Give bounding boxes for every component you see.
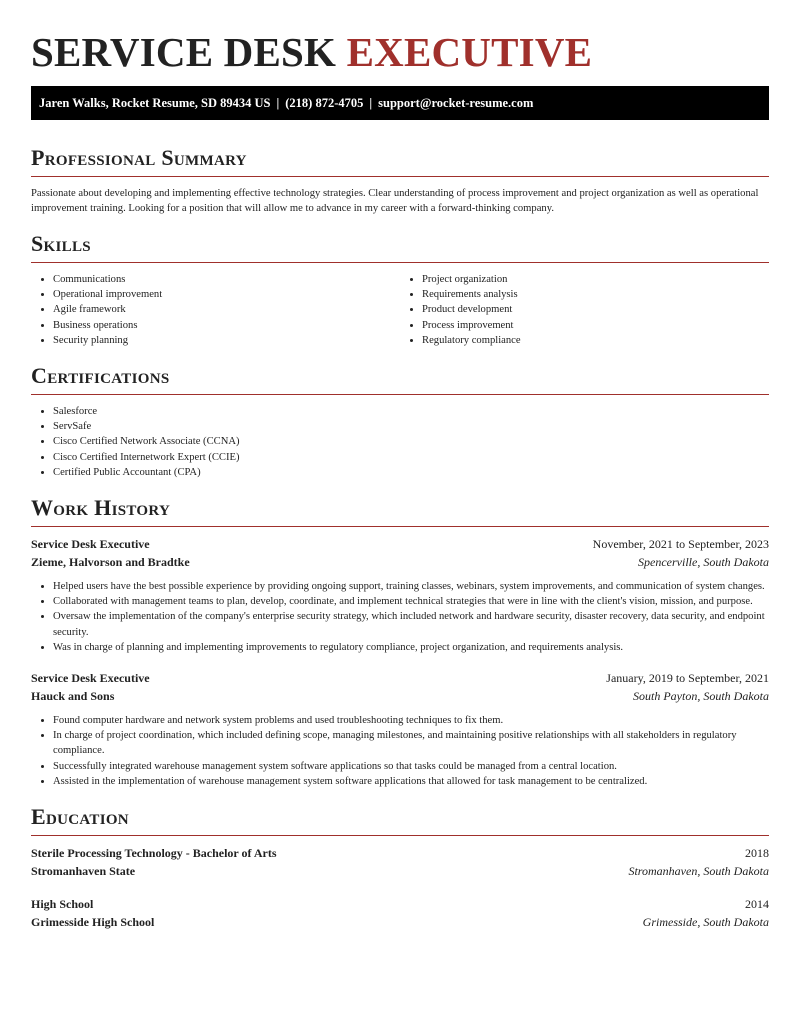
certification-item: • Salesforce: [53, 404, 769, 419]
title-accent: EXECUTIVE: [346, 29, 593, 75]
section-heading: Certifications: [31, 364, 769, 395]
job-bullet: • Helped users have the best possible experience by providing ongoing support, training classes, webinars, system improvements, and communication of system changes.: [53, 579, 769, 594]
job-bullet: • In charge of project coordination, which included defining scope, managing milestones, and maintaining positive relationships with all stakeholders in regulatory compliance.: [53, 728, 769, 758]
contact-phone[interactable]: (218) 872-4705: [285, 96, 364, 110]
education-location: Stromanhaven, South Dakota: [628, 863, 769, 878]
section-heading: Education: [31, 805, 769, 836]
section-heading: Work History: [31, 496, 769, 527]
education-year: 2018: [745, 846, 769, 861]
section-heading: Professional Summary: [31, 146, 769, 177]
job-entry: [31, 670, 769, 789]
job-bullet: • Was in charge of planning and implementing improvements to regulatory compliance, project organization, and requirements analysis.: [53, 640, 769, 655]
education-entry: [31, 896, 769, 931]
certification-item: • Cisco Certified Internetwork Expert (CCIE): [53, 450, 769, 465]
skill-item: • Operational improvement: [53, 287, 400, 302]
education-school-row: [31, 914, 769, 932]
contact-separator: |: [276, 96, 280, 110]
job-bullet: • Successfully integrated warehouse management system software applications so that tasks could be managed from a central location.: [53, 759, 769, 774]
job-dates: January, 2019 to September, 2021: [606, 671, 769, 686]
certifications-list: [31, 404, 769, 480]
skill-item: • Communications: [53, 272, 400, 287]
education-section: [31, 805, 769, 931]
job-company-row: [31, 688, 769, 706]
certification-item: • ServSafe: [53, 419, 769, 434]
job-location: South Payton, South Dakota: [633, 688, 769, 703]
education-location: Grimesside, South Dakota: [642, 914, 769, 929]
skill-item: • Regulatory compliance: [422, 333, 769, 348]
job-bullets: [31, 713, 769, 789]
education-year: 2014: [745, 897, 769, 912]
job-header-row: [31, 536, 769, 554]
summary-section: [31, 146, 769, 216]
education-header-row: [31, 896, 769, 914]
skills-columns: [31, 263, 769, 348]
education-degree: Sterile Processing Technology - Bachelor of Arts: [31, 846, 277, 861]
job-bullet: • Collaborated with management teams to plan, develop, coordinate, and implement technical strategies that were in line with the client's vision, mission, and purpose.: [53, 594, 769, 609]
education-school: Grimesside High School: [31, 914, 155, 929]
certifications-section: [31, 364, 769, 480]
certification-item: • Certified Public Accountant (CPA): [53, 465, 769, 480]
skills-list-left: [31, 272, 400, 348]
education-degree: High School: [31, 897, 94, 912]
contact-separator: |: [369, 96, 373, 110]
education-header-row: [31, 845, 769, 863]
certification-item: • Cisco Certified Network Associate (CCNA): [53, 434, 769, 449]
summary-text: Passionate about developing and implementing effective technology strategies. Clear understanding of process improvement and project organization as well as operational improvement training. Looking for a position that will allow me to advance in my career with a forward-thinking company.: [31, 188, 759, 214]
job-location: Spencerville, South Dakota: [638, 554, 769, 569]
job-dates: November, 2021 to September, 2023: [592, 537, 769, 552]
skill-item: • Product development: [422, 302, 769, 317]
contact-email[interactable]: support@rocket-resume.com: [378, 96, 534, 110]
education-school: Stromanhaven State: [31, 863, 136, 878]
job-title: Service Desk Executive: [31, 671, 150, 686]
job-bullet: • Oversaw the implementation of the company's enterprise security strategy, which included network and hardware security, disaster recovery, data security, and endpoint security.: [53, 609, 769, 639]
skill-item: • Requirements analysis: [422, 287, 769, 302]
skill-item: • Security planning: [53, 333, 400, 348]
job-entry: [31, 536, 769, 655]
job-bullet: • Found computer hardware and network system problems and used troubleshooting techniques to fix them.: [53, 713, 769, 728]
work-history-section: [31, 496, 769, 789]
education-entry: [31, 845, 769, 880]
section-heading: Skills: [31, 232, 769, 263]
contact-bar: [31, 86, 769, 120]
skill-item: • Project organization: [422, 272, 769, 287]
job-title: Service Desk Executive: [31, 537, 150, 552]
resume-title: [31, 0, 769, 86]
job-company-row: [31, 554, 769, 572]
contact-address: Jaren Walks, Rocket Resume, SD 89434 US: [39, 96, 271, 110]
skill-item: • Agile framework: [53, 302, 400, 317]
education-school-row: [31, 863, 769, 881]
job-company: Zieme, Halvorson and Bradtke: [31, 554, 190, 569]
job-company: Hauck and Sons: [31, 688, 115, 703]
job-bullet: • Assisted in the implementation of warehouse management system software applications that allowed for task management to be centralized.: [53, 774, 769, 789]
skill-item: • Business operations: [53, 318, 400, 333]
skills-list-right: [400, 272, 769, 348]
skills-section: [31, 232, 769, 348]
skill-item: • Process improvement: [422, 318, 769, 333]
title-main: SERVICE DESK: [31, 29, 337, 75]
job-bullets: [31, 579, 769, 655]
job-header-row: [31, 670, 769, 688]
